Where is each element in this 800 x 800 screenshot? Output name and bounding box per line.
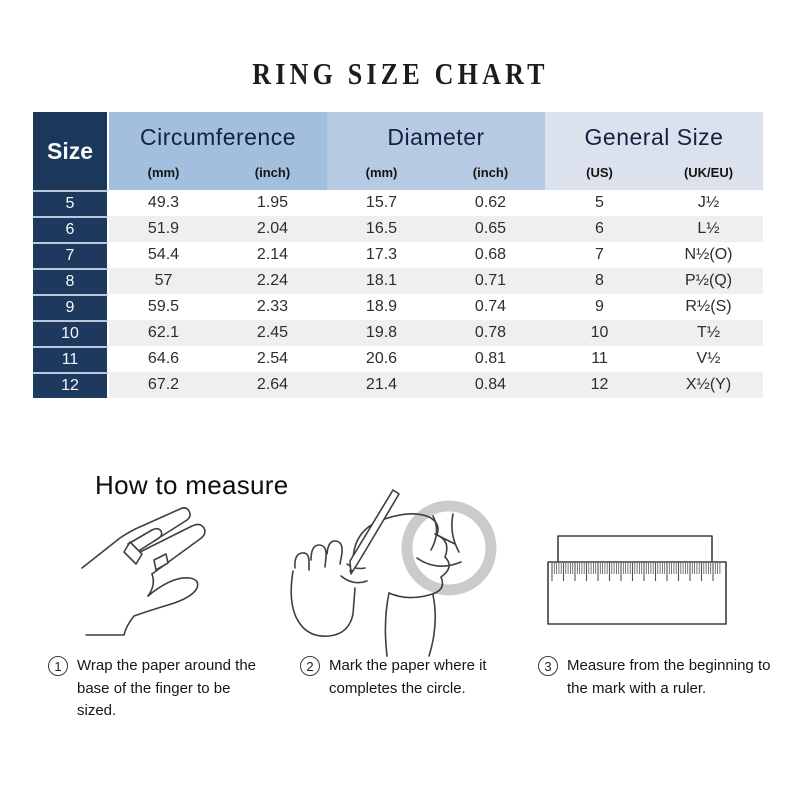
circ-mm-cell: 64.6	[147, 350, 180, 367]
table-header	[33, 112, 763, 190]
ukeu-size-cell: V½	[696, 350, 721, 367]
ukeu-size-cell: P½(Q)	[684, 272, 733, 289]
circ-inch-cell: 2.04	[256, 220, 289, 237]
pen-marking-paper-illustration	[283, 472, 508, 660]
page-title	[0, 56, 800, 92]
step-1-text: Wrap the paper around the base of the finger to be sized.	[77, 657, 257, 719]
circ-mm-cell: 57	[154, 272, 173, 289]
step-2-caption	[300, 655, 501, 700]
dia-inch-cell: 0.81	[474, 350, 507, 367]
dia-mm-cell: 20.6	[365, 350, 398, 367]
table-row	[33, 320, 763, 346]
circ-mm-cell: 59.5	[147, 298, 180, 315]
us-size-label: (US)	[586, 165, 613, 180]
dia-mm-cell: 17.3	[365, 246, 398, 263]
ukeu-size-cell: L½	[697, 220, 720, 237]
dia-mm-cell: 19.8	[365, 324, 398, 341]
page-title-text: RING SIZE CHART	[251, 56, 549, 91]
circ-mm-cell: 49.3	[147, 194, 180, 211]
step-3-number-badge: 3	[538, 656, 558, 676]
ukeu-size-cell: T½	[696, 324, 721, 341]
dia-mm-cell: 18.1	[365, 272, 398, 289]
size-cell: 6	[33, 216, 109, 242]
ukeu-size-label: (UK/EU)	[683, 165, 734, 180]
dia-inch-cell: 0.62	[474, 194, 507, 211]
size-cell: 12	[33, 372, 109, 398]
ukeu-size-cell: N½(O)	[684, 246, 733, 263]
circ-mm-cell: 54.4	[147, 246, 180, 263]
size-cell: 10	[33, 320, 109, 346]
hand-paper-icon	[76, 504, 234, 652]
how-to-measure-heading: How to measure	[95, 470, 289, 500]
ruler-illustration	[544, 533, 730, 629]
circ-mm-cell: 67.2	[147, 376, 180, 393]
diameter-header-group	[327, 112, 545, 190]
table-row	[33, 294, 763, 320]
size-cell: 7	[33, 242, 109, 268]
dia-inch-cell: 0.65	[474, 220, 507, 237]
paper-strip	[558, 536, 712, 564]
size-column-header: Size	[33, 112, 109, 190]
circ-inch-cell: 2.24	[256, 272, 289, 289]
circ-mm-cell: 51.9	[147, 220, 180, 237]
us-size-cell: 9	[595, 298, 604, 315]
dia-mm-cell: 16.5	[365, 220, 398, 237]
step-3-text: Measure from the beginning to the mark with a ruler.	[567, 657, 771, 697]
table-row	[33, 372, 763, 398]
dia-mm-cell: 18.9	[365, 298, 398, 315]
ukeu-size-cell: R½(S)	[685, 298, 732, 315]
general-size-header-group	[545, 112, 763, 190]
us-size-cell: 6	[595, 220, 604, 237]
dia-mm-cell: 21.4	[365, 376, 398, 393]
ruler-icon	[544, 533, 730, 629]
us-size-cell: 7	[595, 246, 604, 263]
step-2-number-badge: 2	[300, 656, 320, 676]
magnifier-ring	[407, 506, 491, 590]
diameter-mm-label: (mm)	[365, 165, 398, 180]
table-row	[33, 268, 763, 294]
ukeu-size-cell: J½	[697, 194, 720, 211]
ukeu-size-cell: X½(Y)	[685, 376, 732, 393]
circumference-inch-label: (inch)	[254, 165, 291, 180]
diameter-inch-label: (inch)	[472, 165, 509, 180]
circumference-mm-label: (mm)	[147, 165, 180, 180]
circumference-header-group	[109, 112, 327, 190]
size-cell: 8	[33, 268, 109, 294]
circ-inch-cell: 1.95	[256, 194, 289, 211]
step-2-text: Mark the paper where it completes the circle.	[329, 657, 487, 697]
us-size-cell: 10	[590, 324, 609, 341]
table-body	[33, 190, 763, 398]
dia-mm-cell: 15.7	[365, 194, 398, 211]
dia-inch-cell: 0.68	[474, 246, 507, 263]
circumference-label: Circumference	[139, 123, 297, 150]
us-size-cell: 12	[590, 376, 609, 393]
circ-inch-cell: 2.14	[256, 246, 289, 263]
size-cell: 5	[33, 190, 109, 216]
us-size-cell: 8	[595, 272, 604, 289]
dia-inch-cell: 0.71	[474, 272, 507, 289]
table-row	[33, 190, 763, 216]
circ-inch-cell: 2.64	[256, 376, 289, 393]
step-1-caption	[48, 655, 265, 723]
table-row	[33, 242, 763, 268]
circ-inch-cell: 2.45	[256, 324, 289, 341]
dia-inch-cell: 0.78	[474, 324, 507, 341]
circ-mm-cell: 62.1	[147, 324, 180, 341]
dia-inch-cell: 0.74	[474, 298, 507, 315]
hand-with-paper-strip-illustration	[76, 504, 234, 652]
us-size-cell: 5	[595, 194, 604, 211]
size-cell: 11	[33, 346, 109, 372]
ring-size-table	[33, 112, 763, 398]
table-row	[33, 346, 763, 372]
table-row	[33, 216, 763, 242]
circ-inch-cell: 2.54	[256, 350, 289, 367]
dia-inch-cell: 0.84	[474, 376, 507, 393]
pen-mark-icon	[283, 472, 508, 660]
circ-inch-cell: 2.33	[256, 298, 289, 315]
diameter-label: Diameter	[387, 123, 485, 150]
step-3-caption	[538, 655, 783, 700]
general-size-label: General Size	[584, 123, 724, 150]
size-cell: 9	[33, 294, 109, 320]
us-size-cell: 11	[591, 350, 608, 367]
step-1-number-badge: 1	[48, 656, 68, 676]
